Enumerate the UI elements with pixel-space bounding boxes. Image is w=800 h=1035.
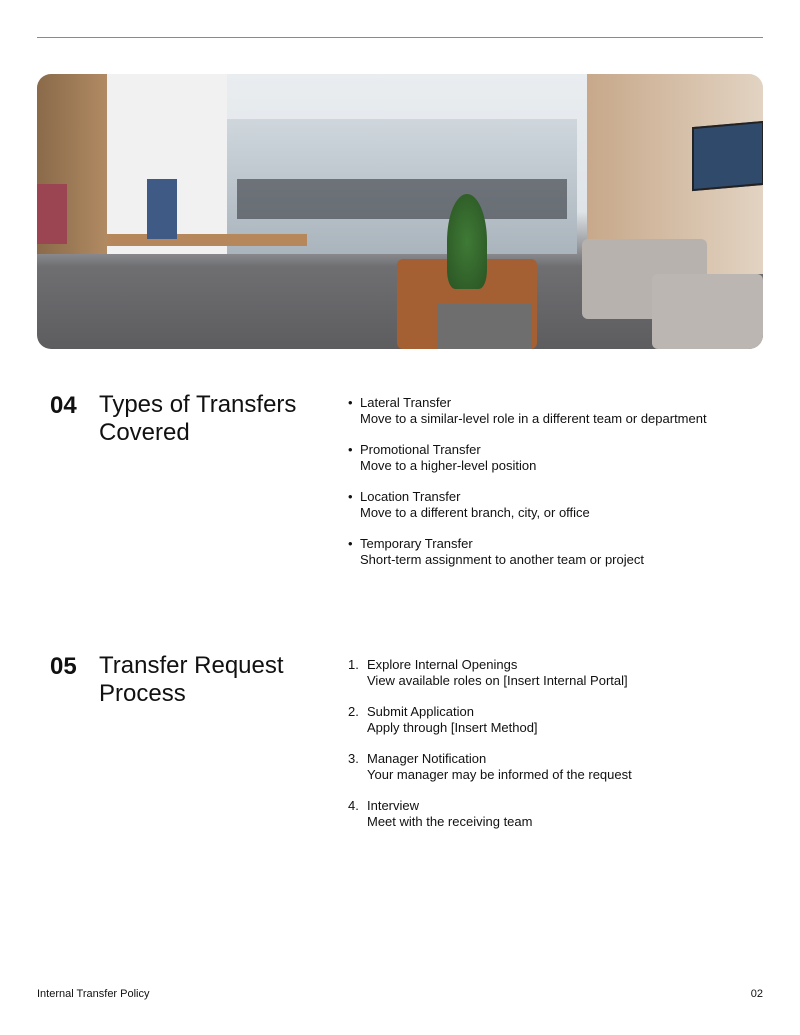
item-title: Promotional Transfer (360, 442, 481, 457)
footer-document-title: Internal Transfer Policy (37, 988, 150, 1000)
section-title: Types of Transfers Covered (99, 391, 297, 446)
footer-page-number: 02 (750, 988, 763, 1000)
step-number: 2. (348, 704, 359, 719)
step-number: 4. (348, 798, 359, 813)
list-item (348, 657, 632, 689)
bullet: • (348, 489, 353, 504)
item-title: Interview (367, 798, 420, 813)
list-item (348, 798, 632, 830)
bullet: • (348, 395, 353, 410)
list-item (348, 751, 632, 783)
bullet: • (348, 536, 353, 551)
section-number: 05 (50, 653, 77, 680)
item-title: Lateral Transfer (360, 395, 452, 410)
step-number: 1. (348, 657, 359, 672)
transfer-types-list (348, 395, 707, 583)
item-description: Short-term assignment to another team or project (360, 552, 644, 567)
item-description: Move to a higher-level position (360, 458, 537, 473)
bullet: • (348, 442, 353, 457)
step-number: 3. (348, 751, 359, 766)
item-description: View available roles on [Insert Internal Portal] (367, 673, 628, 688)
request-process-list (348, 657, 632, 845)
header-divider (37, 37, 763, 38)
item-title: Submit Application (367, 704, 474, 719)
item-description: Move to a different branch, city, or office (360, 505, 590, 520)
item-title: Location Transfer (360, 489, 461, 504)
list-item (348, 489, 707, 521)
item-description: Apply through [Insert Method] (367, 720, 538, 735)
item-title: Explore Internal Openings (367, 657, 518, 672)
item-description: Meet with the receiving team (367, 814, 533, 829)
section-number: 04 (50, 392, 77, 419)
item-title: Temporary Transfer (360, 536, 473, 551)
item-title: Manager Notification (367, 751, 487, 766)
list-item (348, 704, 632, 736)
list-item (348, 395, 707, 427)
item-description: Your manager may be informed of the request (367, 767, 632, 782)
office-photo (37, 74, 763, 349)
section-title: Transfer Request Process (99, 652, 284, 707)
item-description: Move to a similar-level role in a different team or department (360, 411, 707, 426)
list-item (348, 442, 707, 474)
list-item (348, 536, 707, 568)
